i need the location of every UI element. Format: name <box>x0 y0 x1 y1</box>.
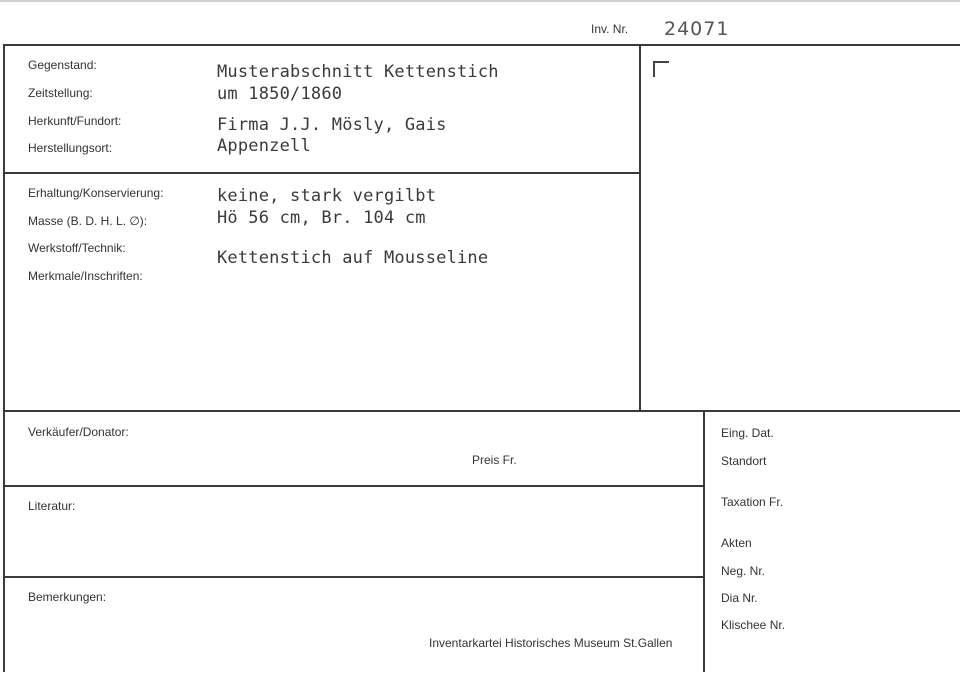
klischee-nr-label: Klischee Nr. <box>721 618 786 632</box>
werkstoff-value: Kettenstich auf Mousseline <box>217 248 489 268</box>
herkunft-value: Firma J.J. Mösly, Gais <box>217 115 447 135</box>
taxation-label: Taxation Fr. <box>721 495 784 509</box>
gegenstand-value: Musterabschnitt Kettenstich <box>217 62 499 82</box>
merkmale-label: Merkmale/Inschriften: <box>28 269 143 283</box>
bemerkungen-label: Bemerkungen: <box>28 590 107 604</box>
werkstoff-label: Werkstoff/Technik: <box>28 241 126 255</box>
divider-header <box>3 44 960 46</box>
standort-label: Standort <box>721 454 767 468</box>
herstellungsort-label: Herstellungsort: <box>28 141 113 155</box>
zeitstellung-label: Zeitstellung: <box>28 86 93 100</box>
divider-middle <box>3 410 960 412</box>
herstellungsort-value: Appenzell <box>217 136 311 156</box>
eing-dat-label: Eing. Dat. <box>721 426 774 440</box>
divider-object <box>3 172 640 174</box>
zeitstellung-value: um 1850/1860 <box>217 84 343 104</box>
dia-nr-label: Dia Nr. <box>721 591 758 605</box>
inv-nr-label: Inv. Nr. <box>591 22 629 36</box>
left-edge <box>3 44 5 672</box>
inv-nr-value: 24071 <box>664 18 730 40</box>
divider-admin-column <box>703 410 705 672</box>
divider-verkaeufer <box>3 485 703 487</box>
card-top-edge <box>0 0 960 2</box>
divider-image-column <box>639 44 641 412</box>
literatur-label: Literatur: <box>28 499 76 513</box>
gegenstand-label: Gegenstand: <box>28 58 97 72</box>
erhaltung-value: keine, stark vergilbt <box>217 186 437 206</box>
masse-label: Masse (B. D. H. L. ∅): <box>28 214 148 228</box>
footer-museum: Inventarkartei Historisches Museum St.Gallen <box>429 636 673 650</box>
masse-value: Hö 56 cm, Br. 104 cm <box>217 208 426 228</box>
akten-label: Akten <box>721 536 752 550</box>
photo-corner-mark <box>653 61 669 77</box>
herkunft-label: Herkunft/Fundort: <box>28 114 122 128</box>
erhaltung-label: Erhaltung/Konservierung: <box>28 186 164 200</box>
preis-label: Preis Fr. <box>472 453 517 467</box>
neg-nr-label: Neg. Nr. <box>721 564 766 578</box>
divider-literatur <box>3 576 703 578</box>
verkaeufer-label: Verkäufer/Donator: <box>28 425 129 439</box>
